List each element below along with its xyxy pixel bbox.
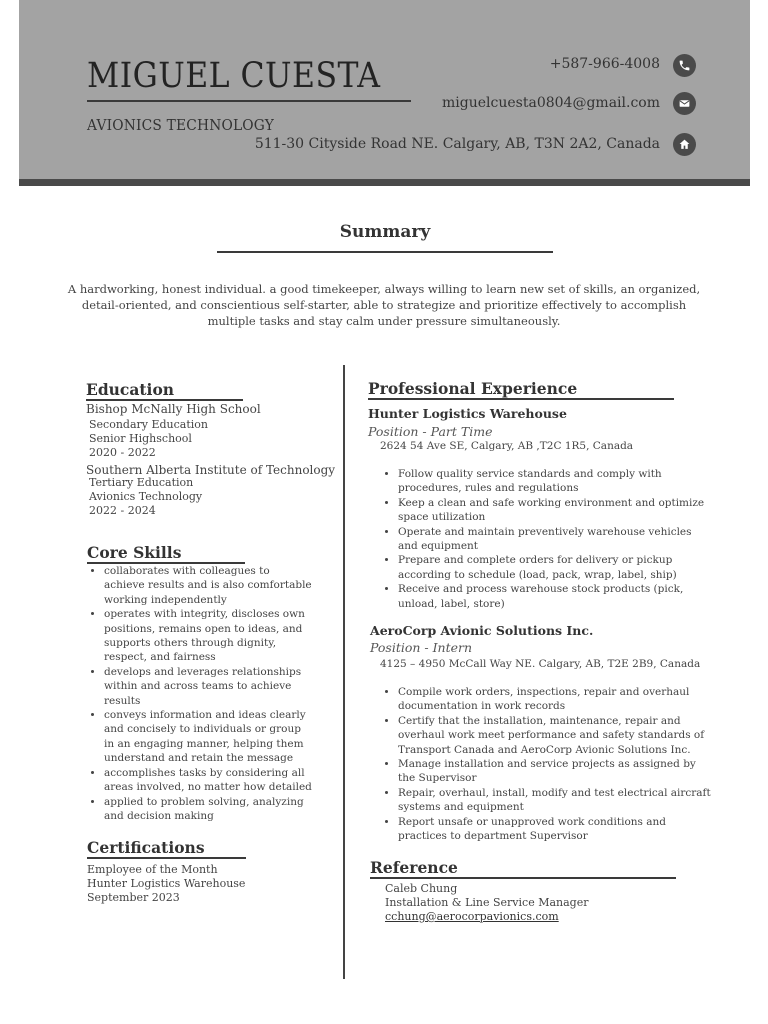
summary-title: Summary: [339, 222, 431, 242]
job-duties-list: [383, 685, 713, 843]
list-item: • Receive and process warehouse stock products (pick, unload, label, store): [398, 582, 713, 611]
reference-name: Caleb Chung: [385, 882, 458, 895]
reference-email-link[interactable]: cchung@aerocorpavionics.com: [385, 910, 559, 923]
job-position: Position - Intern: [370, 640, 473, 655]
contact-address: 511-30 Cityside Road NE. Calgary, AB, T3N 2A2, Canada: [254, 136, 660, 152]
school-detail: Avionics Technology: [89, 490, 203, 503]
reference-title: Reference: [370, 858, 458, 877]
school-name: Bishop McNally High School: [86, 402, 261, 416]
skills-title: Core Skills: [87, 543, 182, 562]
list-item: • Prepare and complete orders for delivery or pickup according to schedule (load, pack, wrap, label, ship): [398, 553, 713, 582]
list-item: • conveys information and ideas clearly and concisely to individuals or group in an engaging manner, helping them understand and retain the message: [104, 708, 313, 766]
list-item: • accomplishes tasks by considering all areas involved, no matter how detailed: [104, 766, 313, 795]
summary-underline: [217, 251, 553, 253]
home-icon: [673, 133, 696, 156]
list-item: • applied to problem solving, analyzing and decision making: [104, 795, 313, 824]
certifications-underline: [87, 857, 246, 859]
job-company: Hunter Logistics Warehouse: [368, 406, 567, 421]
list-item: • Compile work orders, inspections, repair and overhaul documentation in work records: [398, 685, 713, 714]
certification-line: September 2023: [87, 891, 180, 904]
candidate-role: AVIONICS TECHNOLOGY: [87, 116, 275, 134]
column-divider: [343, 365, 345, 979]
certifications-title: Certifications: [87, 838, 205, 857]
school-detail: Senior Highschool: [89, 432, 192, 445]
candidate-name: MIGUEL CUESTA: [87, 56, 381, 96]
list-item: • operates with integrity, discloses own positions, remains open to ideas, and supports others through dignity, respect, and fairness: [104, 607, 313, 665]
phone-icon: [673, 54, 696, 77]
summary-text: A hardworking, honest individual. a good timekeeper, always willing to learn new set of skills, an organized, detail-oriented, and conscientious self-starter, able to strategize and prioritize effectively to accomplish multiple tasks and stay calm under pressure simultaneously.: [67, 282, 701, 328]
reference-role: Installation & Line Service Manager: [385, 896, 589, 909]
school-detail: Secondary Education: [89, 418, 209, 431]
skills-list: [88, 564, 313, 823]
job-position: Position - Part Time: [368, 424, 493, 439]
school-dates: 2022 - 2024: [89, 504, 156, 517]
header-bottom-bar: [19, 179, 750, 186]
mail-icon: [673, 92, 696, 115]
list-item: • Operate and maintain preventively warehouse vehicles and equipment: [398, 525, 713, 554]
list-item: • collaborates with colleagues to achieve results and is also comfortable working independently: [104, 564, 313, 607]
experience-underline: [368, 398, 674, 400]
list-item: • Keep a clean and safe working environment and optimize space utilization: [398, 496, 713, 525]
job-address: 4125 – 4950 McCall Way NE. Calgary, AB, T2E 2B9, Canada: [380, 658, 701, 670]
contact-phone: +587-966-4008: [549, 56, 660, 72]
contact-email: miguelcuesta0804@gmail.com: [442, 95, 660, 111]
job-duties-list: [383, 467, 713, 611]
list-item: • develops and leverages relationships within and across teams to achieve results: [104, 665, 313, 708]
education-underline: [86, 399, 243, 401]
reference-underline: [370, 877, 676, 879]
certification-line: Hunter Logistics Warehouse: [87, 877, 246, 890]
name-underline: [87, 100, 411, 102]
school-dates: 2020 - 2022: [89, 446, 156, 459]
experience-title: Professional Experience: [368, 379, 578, 398]
list-item: • Repair, overhaul, install, modify and test electrical aircraft systems and equipment: [398, 786, 713, 815]
certification-line: Employee of the Month: [87, 863, 218, 876]
job-company: AeroCorp Avionic Solutions Inc.: [370, 623, 594, 638]
list-item: • Certify that the installation, maintenance, repair and overhaul work meet performance and safety standards of Transport Canada and AeroCorp Avionic Solutions Inc.: [398, 714, 713, 757]
list-item: • Manage installation and service projects as assigned by the Supervisor: [398, 757, 713, 786]
education-title: Education: [86, 380, 175, 399]
job-address: 2624 54 Ave SE, Calgary, AB ,T2C 1R5, Canada: [380, 440, 634, 452]
list-item: • Report unsafe or unapproved work conditions and practices to department Supervisor: [398, 815, 713, 844]
school-detail: Tertiary Education: [89, 476, 194, 489]
list-item: • Follow quality service standards and comply with procedures, rules and regulations: [398, 467, 713, 496]
school-name: Southern Alberta Institute of Technology: [86, 463, 336, 477]
